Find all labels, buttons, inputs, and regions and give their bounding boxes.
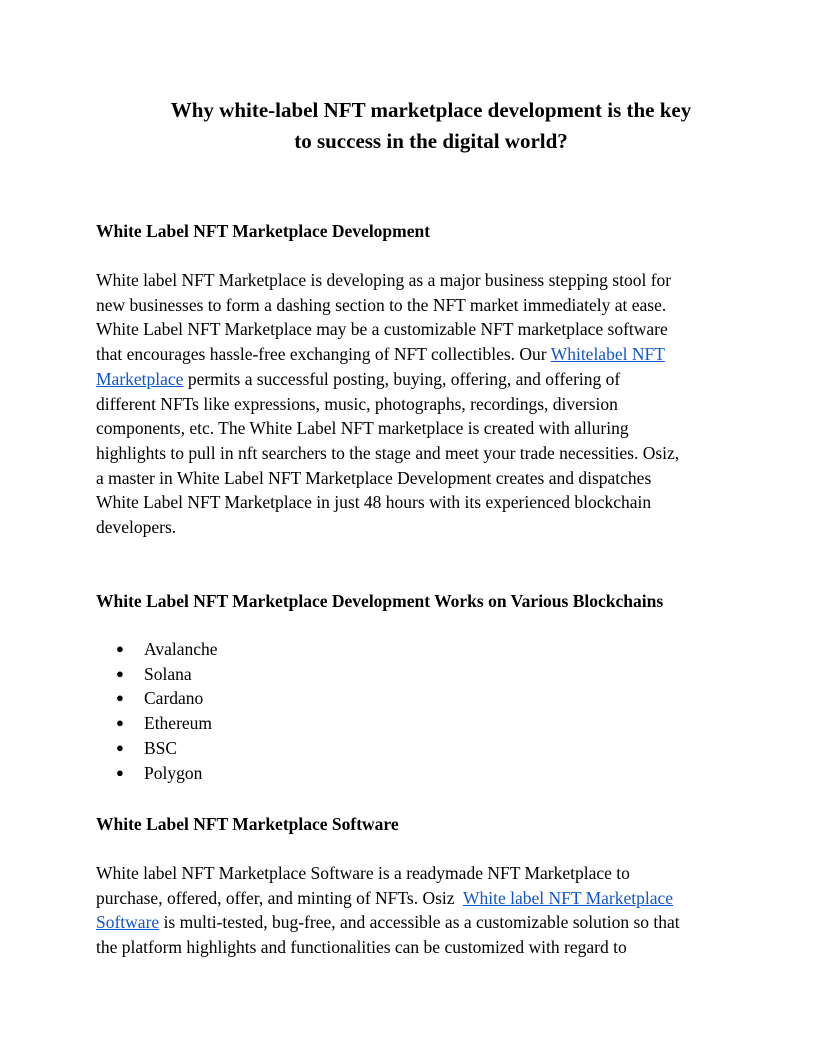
white-label-nft-marketplace-software-link[interactable]: White label NFT Marketplace bbox=[462, 887, 674, 908]
paragraph-line: that encourages hassle-free exchanging of NFT collectibles. Our Whitelabel NFT bbox=[96, 344, 665, 365]
paragraph-line: highlights to pull in nft searchers to the stage and meet your trade necessities. Osiz, bbox=[96, 442, 680, 463]
bullet-icon: ● bbox=[116, 690, 124, 706]
paragraph-line: White Label NFT Marketplace in just 48 hours with its experienced blockchain bbox=[96, 492, 652, 513]
paragraph-line: Software is multi-tested, bug-free, and accessible as a customizable solution so that bbox=[96, 912, 680, 933]
paragraph-line: White label NFT Marketplace Software is a readymade NFT Marketplace to bbox=[96, 863, 630, 883]
list-item: ● Avalanche bbox=[96, 637, 218, 662]
title-line-1: Why white-label NFT marketplace development is the key bbox=[170, 98, 692, 122]
paragraph-development bbox=[96, 268, 726, 540]
bullet-icon: ● bbox=[116, 641, 124, 656]
list-item: ● Cardano bbox=[96, 686, 218, 711]
bullet-icon: ● bbox=[116, 764, 124, 780]
paragraph-line: the platform highlights and functionalities can be customized with regard to bbox=[96, 937, 627, 958]
section-heading-blockchains: White Label NFT Marketplace Development Works on Various Blockchains bbox=[96, 591, 664, 611]
paragraph-line: a master in White Label NFT Marketplace Development creates and dispatches bbox=[96, 467, 652, 488]
blockchain-list bbox=[96, 637, 218, 785]
list-item: ● Polygon bbox=[96, 761, 218, 786]
list-item: ● BSC bbox=[96, 736, 218, 761]
paragraph-line: White Label NFT Marketplace may be a customizable NFT marketplace software bbox=[96, 319, 668, 340]
white-label-nft-marketplace-software-link[interactable]: Software bbox=[96, 912, 160, 933]
whitelabel-nft-marketplace-link[interactable]: Marketplace bbox=[96, 368, 184, 389]
bullet-icon: ● bbox=[116, 739, 124, 755]
section-heading-software: White Label NFT Marketplace Software bbox=[96, 814, 399, 834]
whitelabel-nft-marketplace-link[interactable]: Whitelabel NFT bbox=[550, 344, 665, 365]
paragraph-line: different NFTs like expressions, music, photographs, recordings, diversion bbox=[96, 393, 618, 414]
paragraph-line: new businesses to form a dashing section to the NFT market immediately at ease. bbox=[96, 294, 667, 315]
bullet-icon: ● bbox=[116, 665, 124, 681]
bullet-icon: ● bbox=[116, 715, 124, 731]
paragraph-line: purchase, offered, offer, and minting of NFTs. Osiz White label NFT Marketplace bbox=[96, 887, 674, 908]
paragraph-line: developers. bbox=[96, 517, 177, 538]
paragraph-software bbox=[96, 861, 726, 960]
paragraph-line: White label NFT Marketplace is developing as a major business stepping stool for bbox=[96, 270, 672, 290]
paragraph-line: Marketplace permits a successful posting, buying, offering, and offering of bbox=[96, 368, 621, 389]
list-item: ● Solana bbox=[96, 662, 218, 687]
document-title bbox=[96, 95, 766, 157]
list-item: ● Ethereum bbox=[96, 711, 218, 736]
paragraph-line: components, etc. The White Label NFT marketplace is created with alluring bbox=[96, 418, 629, 439]
title-line-2: to success in the digital world? bbox=[294, 129, 568, 153]
section-heading-development: White Label NFT Marketplace Development bbox=[96, 221, 431, 241]
